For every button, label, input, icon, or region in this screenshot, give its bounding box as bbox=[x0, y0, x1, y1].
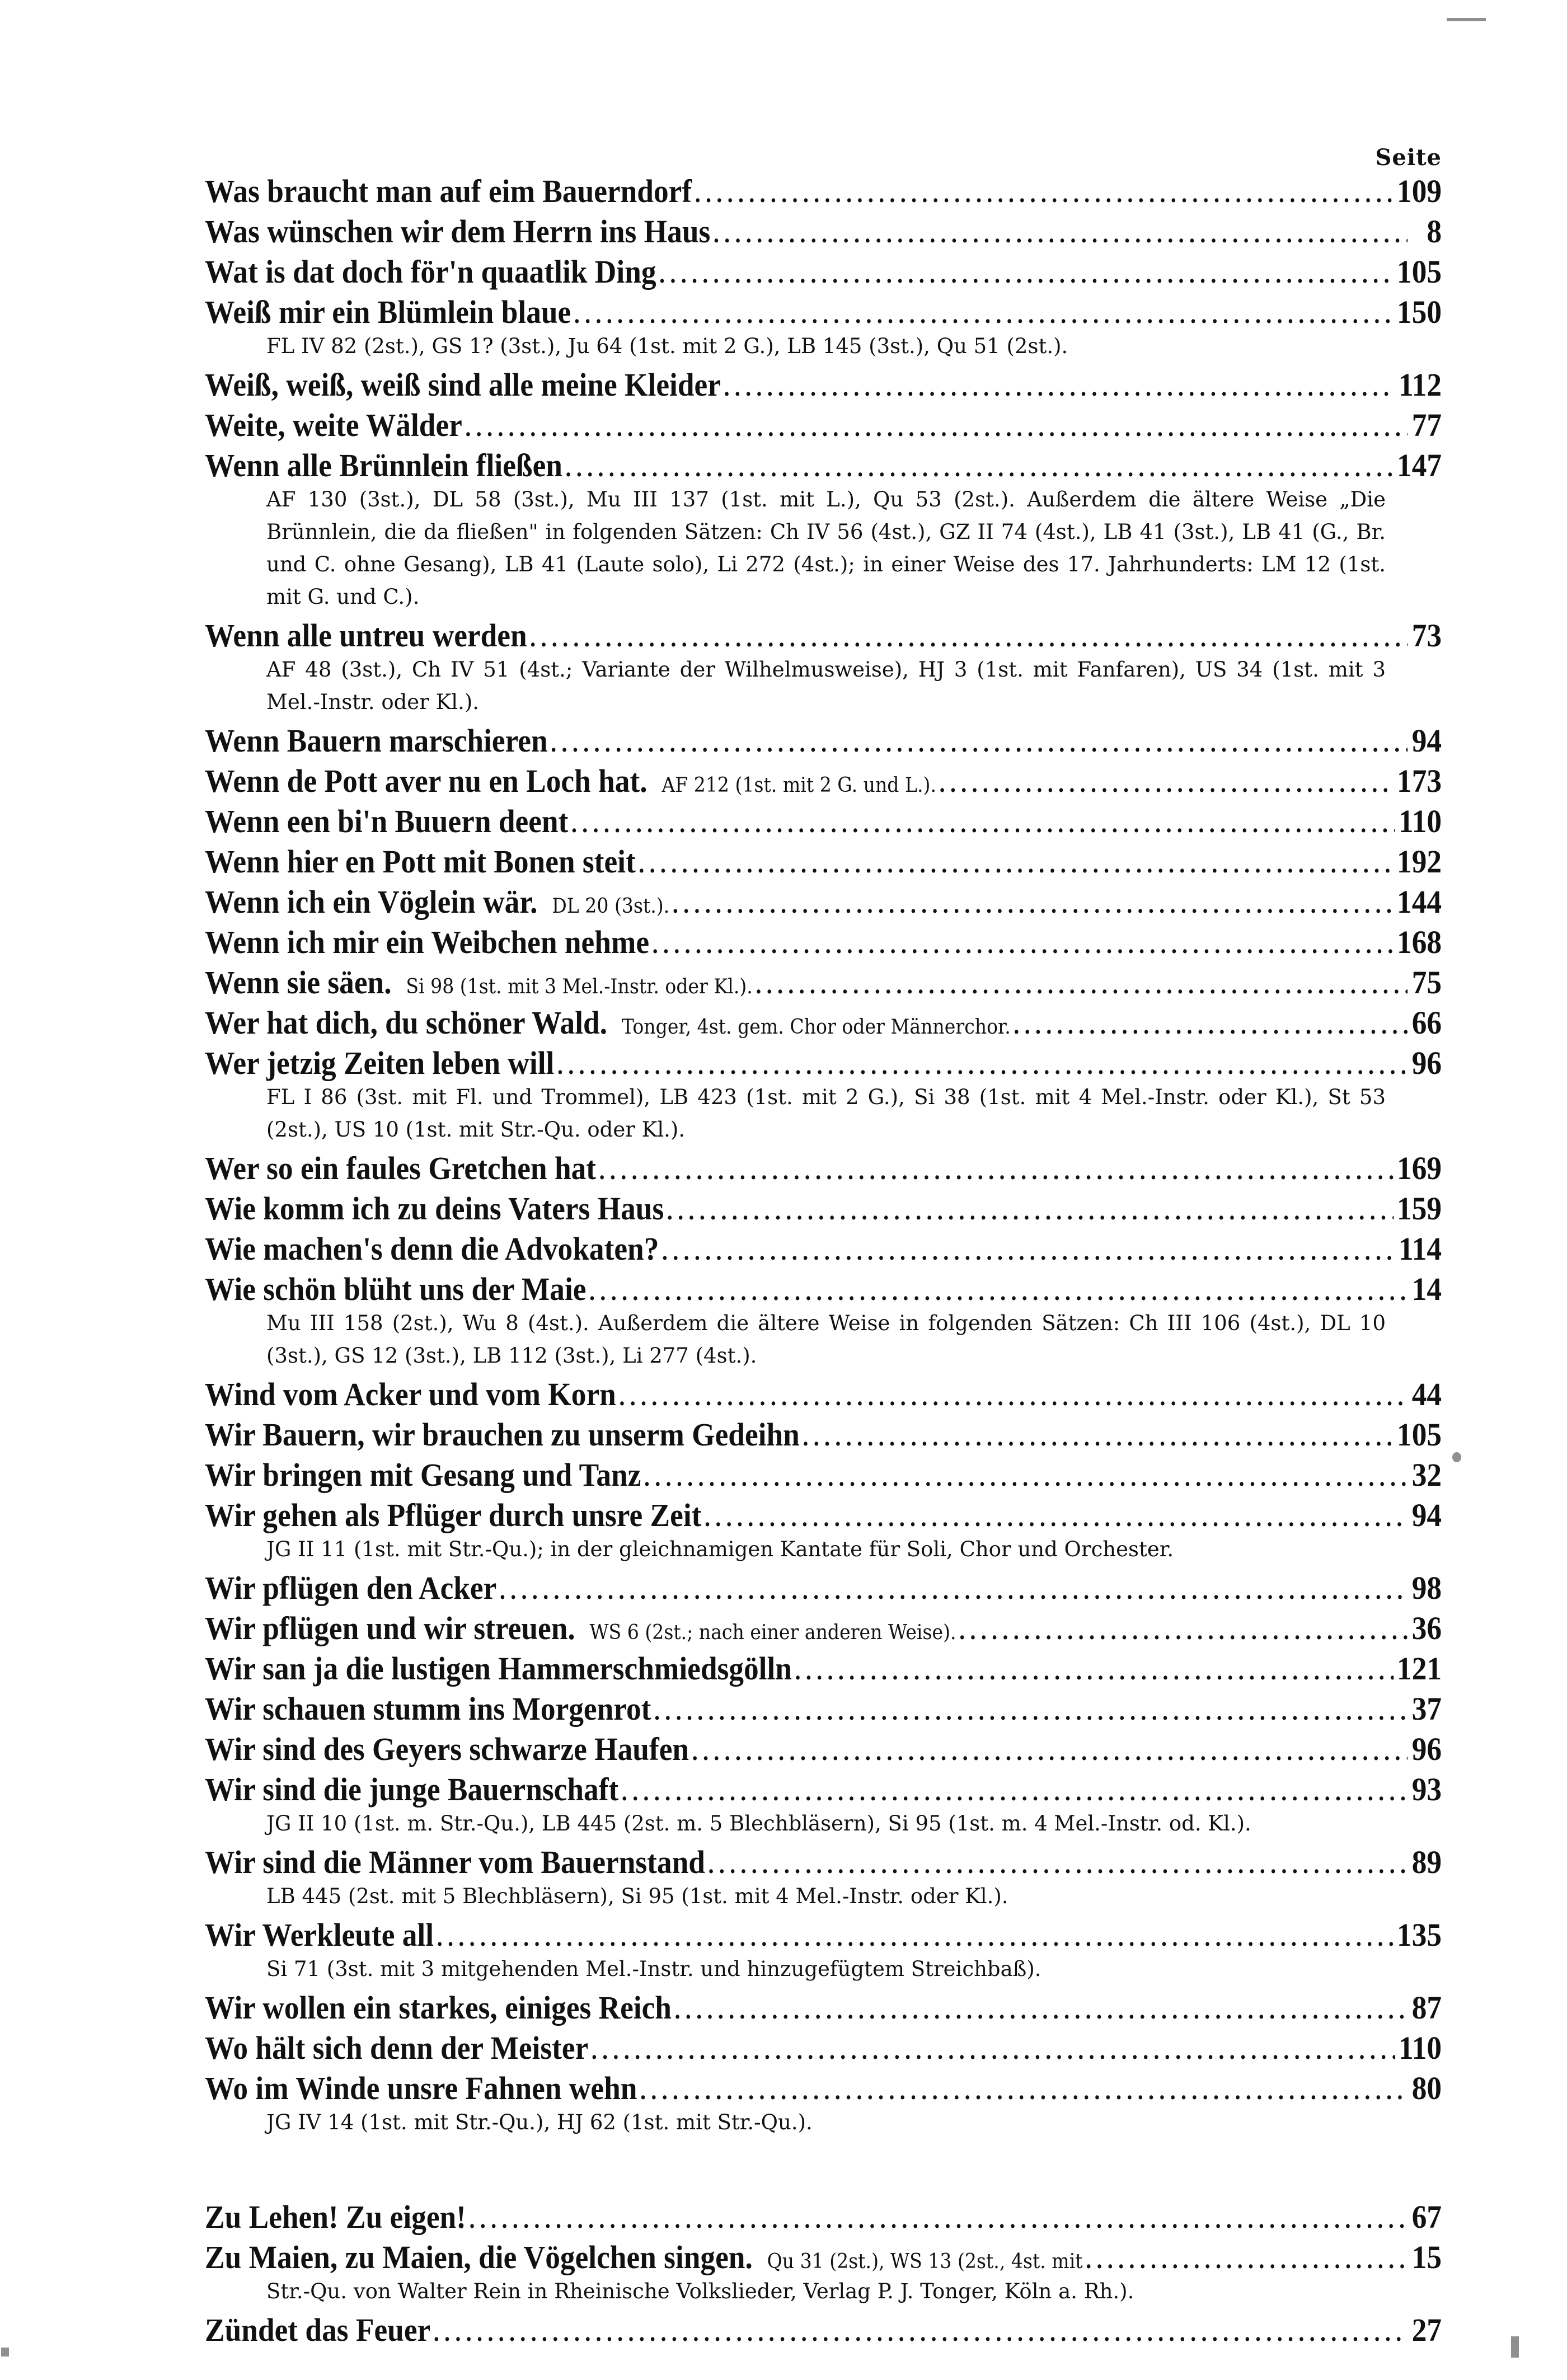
song-title: Wenn ich mir ein Weibchen nehme bbox=[205, 924, 650, 960]
song-title: Wir sind des Geyers schwarze Haufen bbox=[205, 1731, 689, 1767]
page-number: 44 bbox=[1411, 1376, 1442, 1412]
dot-leader bbox=[469, 2200, 1408, 2240]
index-entry bbox=[205, 2237, 1442, 2308]
song-title: Wir sind die Männer vom Bauernstand bbox=[205, 1844, 705, 1880]
index-entry bbox=[205, 1568, 1442, 1608]
page-number: 96 bbox=[1411, 1731, 1442, 1767]
page-number: 87 bbox=[1411, 1989, 1442, 2026]
dot-leader bbox=[1086, 2240, 1408, 2280]
entry-row bbox=[205, 2237, 1442, 2278]
entry-row bbox=[205, 445, 1442, 486]
entry-row bbox=[205, 2068, 1442, 2109]
index-entry bbox=[205, 2068, 1442, 2139]
song-title: Wir schauen stumm ins Morgenrot bbox=[205, 1691, 651, 1727]
index-entry bbox=[205, 252, 1442, 292]
entry-row bbox=[205, 922, 1442, 963]
page-number: 89 bbox=[1411, 1844, 1442, 1880]
reference-note: LB 445 (2st. mit 5 Blechbläsern), Si 95 (1st. mit 4 Mel.-Instr. oder Kl.). bbox=[266, 1884, 1008, 1908]
page-number: 15 bbox=[1411, 2239, 1442, 2275]
page-number: 75 bbox=[1411, 964, 1442, 1001]
dot-leader bbox=[589, 1272, 1408, 1312]
entry-row bbox=[205, 882, 1442, 922]
dot-leader bbox=[659, 255, 1394, 295]
page-number: 110 bbox=[1398, 2030, 1442, 2066]
index-entry bbox=[205, 1415, 1442, 1455]
page-number: 147 bbox=[1397, 447, 1442, 483]
dot-leader bbox=[756, 965, 1408, 1006]
song-title: Wie komm ich zu deins Vaters Haus bbox=[205, 1190, 664, 1227]
entry-row bbox=[205, 1769, 1442, 1810]
song-title: Wir gehen als Pflüger durch unsre Zeit bbox=[205, 1497, 702, 1533]
dot-leader bbox=[557, 1046, 1408, 1086]
scan-smudge bbox=[1447, 18, 1486, 21]
index-entry bbox=[205, 1649, 1442, 1689]
song-title: Wir pflügen den Acker bbox=[205, 1570, 497, 1606]
page-number: 150 bbox=[1397, 294, 1442, 330]
song-title: Wenn sie säen. bbox=[205, 964, 392, 1001]
entry-row bbox=[205, 1915, 1442, 1955]
entry-row bbox=[205, 2310, 1442, 2350]
song-index-list bbox=[205, 171, 1442, 2350]
index-entry bbox=[205, 1043, 1442, 1146]
song-title: Wer so ein faules Gretchen hat bbox=[205, 1150, 597, 1186]
song-title: Wir bringen mit Gesang und Tanz bbox=[205, 1457, 641, 1493]
dot-leader bbox=[644, 1458, 1408, 1498]
index-entry bbox=[205, 1769, 1442, 1840]
index-entry bbox=[205, 171, 1442, 212]
dot-leader bbox=[551, 724, 1408, 764]
page-number: 66 bbox=[1411, 1004, 1442, 1041]
entry-row bbox=[205, 1689, 1442, 1729]
index-entry bbox=[205, 1455, 1442, 1495]
song-title: Zu Maien, zu Maien, die Vögelchen singen. bbox=[205, 2239, 753, 2275]
page-number: 8 bbox=[1427, 213, 1442, 250]
song-title: Wie machen's denn die Advokaten? bbox=[205, 1231, 659, 1267]
dot-leader bbox=[692, 1732, 1408, 1772]
index-entry bbox=[205, 963, 1442, 1003]
index-entry bbox=[205, 922, 1442, 963]
entry-row bbox=[205, 1269, 1442, 1309]
page-number: 109 bbox=[1397, 173, 1442, 209]
reference-note: JG II 11 (1st. mit Str.-Qu.); in der gleichnamigen Kantate für Soli, Chor und Orchester. bbox=[266, 1537, 1174, 1561]
page-number: 14 bbox=[1411, 1271, 1442, 1307]
index-entry bbox=[205, 292, 1442, 363]
page-number: 36 bbox=[1411, 1610, 1442, 1646]
inline-reference-note: Si 98 (1st. mit 3 Mel.-Instr. oder Kl.). bbox=[406, 975, 753, 998]
song-title: Wer hat dich, du schöner Wald. bbox=[205, 1004, 608, 1041]
dot-leader bbox=[714, 214, 1408, 255]
entry-row bbox=[205, 2197, 1442, 2237]
dot-leader bbox=[640, 2071, 1408, 2111]
song-title: Wind vom Acker und vom Korn bbox=[205, 1376, 616, 1412]
song-title: Wenn de Pott aver nu en Loch hat. bbox=[205, 763, 648, 799]
index-entry bbox=[205, 1003, 1442, 1043]
entry-row bbox=[205, 212, 1442, 252]
index-entry bbox=[205, 1374, 1442, 1415]
dot-leader bbox=[1014, 1006, 1408, 1046]
song-title: Wer jetzig Zeiten leben will bbox=[205, 1045, 555, 1081]
entry-row bbox=[205, 616, 1442, 656]
index-entry bbox=[205, 842, 1442, 882]
reference-note: Str.-Qu. von Walter Rein in Rheinische Volkslieder, Verlag P. J. Tonger, Köln a. Rh.). bbox=[266, 2279, 1134, 2303]
entry-row bbox=[205, 721, 1442, 761]
dot-leader bbox=[695, 174, 1394, 214]
dot-leader bbox=[795, 1651, 1394, 1692]
song-title: Wenn een bi'n Buuern deent bbox=[205, 803, 569, 839]
page-number: 169 bbox=[1397, 1150, 1442, 1186]
index-entry bbox=[205, 1915, 1442, 1985]
entry-row bbox=[205, 801, 1442, 842]
entry-row bbox=[205, 1568, 1442, 1608]
song-title: Wat is dat doch för'n quaatlik Ding bbox=[205, 254, 656, 290]
index-entry bbox=[205, 1988, 1442, 2028]
page-number: 27 bbox=[1411, 2312, 1442, 2348]
song-title: Wir sind die junge Bauernschaft bbox=[205, 1771, 619, 1808]
index-entry bbox=[205, 1729, 1442, 1769]
page-number: 94 bbox=[1411, 722, 1442, 759]
entry-row bbox=[205, 171, 1442, 212]
index-entry bbox=[205, 2197, 1442, 2237]
song-title: Wenn Bauern marschieren bbox=[205, 722, 548, 759]
song-title: Wir Bauern, wir brauchen zu unserm Gedeihn bbox=[205, 1416, 800, 1453]
dot-leader bbox=[465, 408, 1408, 448]
dot-leader bbox=[662, 1232, 1396, 1272]
index-entry bbox=[205, 1608, 1442, 1649]
dot-leader bbox=[592, 2031, 1396, 2071]
song-title: Was wünschen wir dem Herrn ins Haus bbox=[205, 213, 711, 250]
dot-leader bbox=[674, 1991, 1408, 2031]
entry-row bbox=[205, 761, 1442, 801]
page-number: 159 bbox=[1397, 1190, 1442, 1227]
reference-note: AF 48 (3st.), Ch IV 51 (4st.; Variante der Wilhelmusweise), HJ 3 (1st. mit Fanfaren), US 34 (1st. mit 3 Mel.-Instr. oder Kl.). bbox=[266, 658, 1386, 714]
dot-leader bbox=[673, 885, 1394, 925]
entry-row bbox=[205, 365, 1442, 405]
song-title: Wie schön blüht uns der Maie bbox=[205, 1271, 587, 1307]
entry-row bbox=[205, 1649, 1442, 1689]
dot-leader bbox=[639, 844, 1394, 885]
reference-note: JG II 10 (1st. m. Str.-Qu.), LB 445 (2st. m. 5 Blechbläsern), Si 95 (1st. m. 4 Mel.-Instr. od. Kl.). bbox=[266, 1811, 1251, 1836]
song-title: Wenn alle untreu werden bbox=[205, 617, 527, 654]
dot-leader bbox=[599, 1151, 1394, 1191]
reference-note: JG IV 14 (1st. mit Str.-Qu.), HJ 62 (1st. mit Str.-Qu.). bbox=[266, 2110, 813, 2134]
entry-row bbox=[205, 1229, 1442, 1269]
dot-leader bbox=[571, 804, 1396, 844]
reference-note: FL I 86 (3st. mit Fl. und Trommel), LB 423 (1st. mit 2 G.), Si 38 (1st. mit 4 Mel.-Instr. oder Kl.), St 53 (2st.), US 10 (1st. mit Str.-Qu. oder Kl.). bbox=[266, 1085, 1386, 1142]
reference-note: Si 71 (3st. mit 3 mitgehenden Mel.-Instr. und hinzugefügtem Streichbaß). bbox=[266, 1957, 1041, 1981]
song-title: Wenn ich ein Vöglein wär. bbox=[205, 884, 538, 920]
page-column-header: Seite bbox=[1375, 144, 1442, 171]
page-number: 110 bbox=[1398, 803, 1442, 839]
song-title: Weiß, weiß, weiß sind alle meine Kleider bbox=[205, 367, 721, 403]
section-gap bbox=[205, 2141, 1442, 2197]
index-entry bbox=[205, 212, 1442, 252]
dot-leader bbox=[959, 1611, 1408, 1651]
entry-row bbox=[205, 1374, 1442, 1415]
song-title: Wenn hier en Pott mit Bonen steit bbox=[205, 843, 636, 880]
entry-row bbox=[205, 1455, 1442, 1495]
entry-row bbox=[205, 963, 1442, 1003]
page-number: 144 bbox=[1397, 884, 1442, 920]
dot-leader bbox=[940, 764, 1394, 804]
song-title: Weiß mir ein Blümlein blaue bbox=[205, 294, 571, 330]
index-entry bbox=[205, 1269, 1442, 1372]
page-number: 168 bbox=[1397, 924, 1442, 960]
index-entry bbox=[205, 2310, 1442, 2350]
index-entry bbox=[205, 1189, 1442, 1229]
page-number: 93 bbox=[1411, 1771, 1442, 1808]
dot-leader bbox=[565, 448, 1394, 489]
entry-row bbox=[205, 1003, 1442, 1043]
entry-row bbox=[205, 1189, 1442, 1229]
index-entry bbox=[205, 445, 1442, 613]
dot-leader bbox=[667, 1191, 1394, 1232]
page-number: 173 bbox=[1397, 763, 1442, 799]
index-entry bbox=[205, 405, 1442, 445]
index-entry bbox=[205, 1148, 1442, 1189]
dot-leader bbox=[654, 1692, 1408, 1732]
page-number: 192 bbox=[1397, 843, 1442, 880]
page-number: 121 bbox=[1397, 1650, 1442, 1687]
dot-leader bbox=[705, 1498, 1408, 1538]
scan-smudge bbox=[1, 2348, 9, 2356]
index-entry bbox=[205, 1842, 1442, 1913]
entry-row bbox=[205, 842, 1442, 882]
index-entry bbox=[205, 1229, 1442, 1269]
page-number: 94 bbox=[1411, 1497, 1442, 1533]
reference-note: FL IV 82 (2st.), GS 1? (3st.), Ju 64 (1st. mit 2 G.), LB 145 (3st.), Qu 51 (2st.). bbox=[266, 334, 1068, 358]
entry-row bbox=[205, 2028, 1442, 2068]
page-number: 112 bbox=[1398, 367, 1442, 403]
index-entry bbox=[205, 2028, 1442, 2068]
index-entry bbox=[205, 1689, 1442, 1729]
dot-leader bbox=[434, 2313, 1408, 2353]
entry-row bbox=[205, 1729, 1442, 1769]
entry-row bbox=[205, 1495, 1442, 1536]
entry-row bbox=[205, 252, 1442, 292]
dot-leader bbox=[724, 368, 1395, 408]
reference-note: AF 130 (3st.), DL 58 (3st.), Mu III 137 (1st. mit L.), Qu 53 (2st.). Außerdem die ältere Weise „Die Brünnlein, die da fließen" in folgenden Sätzen: Ch IV 56 (4st.), GZ II 74 (4st.), LB 41 (3st.), LB 41 (G., Br. und C. ohne Gesang), LB 41 (Laute solo), Li 272 (4st.); in einer Weise des 17. Jahrhunderts: LM 12 (1st. mit G. und C.). bbox=[266, 487, 1386, 609]
song-title: Wir wollen ein starkes, einiges Reich bbox=[205, 1989, 672, 2026]
dot-leader bbox=[653, 925, 1394, 965]
page-number: 37 bbox=[1411, 1691, 1442, 1727]
dot-leader bbox=[619, 1377, 1408, 1417]
page-number: 135 bbox=[1397, 1917, 1442, 1953]
index-entry bbox=[205, 801, 1442, 842]
dot-leader bbox=[574, 295, 1394, 335]
index-entry bbox=[205, 365, 1442, 405]
entry-row bbox=[205, 1608, 1442, 1649]
dot-leader bbox=[708, 1845, 1408, 1885]
page-number: 80 bbox=[1411, 2070, 1442, 2106]
entry-row bbox=[205, 405, 1442, 445]
page-number: 96 bbox=[1411, 1045, 1442, 1081]
scan-smudge bbox=[1511, 2336, 1519, 2358]
dot-leader bbox=[500, 1571, 1408, 1611]
inline-reference-note: AF 212 (1st. mit 2 G. und L.). bbox=[661, 774, 937, 797]
index-entry bbox=[205, 616, 1442, 719]
entry-row bbox=[205, 1148, 1442, 1189]
entry-row bbox=[205, 1988, 1442, 2028]
entry-row bbox=[205, 1043, 1442, 1083]
page-number: 114 bbox=[1398, 1231, 1442, 1267]
song-title: Was braucht man auf eim Bauerndorf bbox=[205, 173, 692, 209]
entry-row bbox=[205, 292, 1442, 332]
song-title: Zündet das Feuer bbox=[205, 2312, 431, 2348]
song-title: Wir pflügen und wir streuen. bbox=[205, 1610, 575, 1646]
index-entry bbox=[205, 721, 1442, 761]
dot-leader bbox=[530, 618, 1408, 659]
page-number: 73 bbox=[1411, 617, 1442, 654]
inline-reference-note: WS 6 (2st.; nach einer anderen Weise). bbox=[589, 1621, 956, 1644]
inline-reference-note: Tonger, 4st. gem. Chor oder Männerchor. bbox=[621, 1016, 1011, 1039]
page-number: 105 bbox=[1397, 254, 1442, 290]
entry-row bbox=[205, 1415, 1442, 1455]
inline-reference-note: DL 20 (3st.). bbox=[552, 895, 670, 918]
page-number: 98 bbox=[1411, 1570, 1442, 1606]
dot-leader bbox=[803, 1417, 1394, 1458]
page-number: 105 bbox=[1397, 1416, 1442, 1453]
song-title: Weite, weite Wälder bbox=[205, 407, 462, 443]
song-title: Wenn alle Brünnlein fließen bbox=[205, 447, 562, 483]
song-title: Wo im Winde unsre Fahnen wehn bbox=[205, 2070, 637, 2106]
index-entry bbox=[205, 882, 1442, 922]
index-entry bbox=[205, 1495, 1442, 1566]
song-title: Wo hält sich denn der Meister bbox=[205, 2030, 589, 2066]
scan-speck bbox=[1452, 1452, 1461, 1462]
song-title: Zu Lehen! Zu eigen! bbox=[205, 2199, 466, 2235]
inline-reference-note: Qu 31 (2st.), WS 13 (2st., 4st. mit bbox=[767, 2250, 1083, 2273]
song-title: Wir Werkleute all bbox=[205, 1917, 434, 1953]
dot-leader bbox=[437, 1918, 1394, 1958]
page-number: 77 bbox=[1411, 407, 1442, 443]
index-entry bbox=[205, 761, 1442, 801]
page-number: 67 bbox=[1411, 2199, 1442, 2235]
entry-row bbox=[205, 1842, 1442, 1883]
dot-leader bbox=[622, 1772, 1408, 1813]
reference-note: Mu III 158 (2st.), Wu 8 (4st.). Außerdem die ältere Weise in folgenden Sätzen: Ch III 106 (4st.), DL 10 (3st.), GS 12 (3st.), LB 112 (3st.), Li 277 (4st.). bbox=[266, 1311, 1386, 1368]
song-title: Wir san ja die lustigen Hammerschmiedsgölln bbox=[205, 1650, 792, 1687]
page-number: 32 bbox=[1411, 1457, 1442, 1493]
